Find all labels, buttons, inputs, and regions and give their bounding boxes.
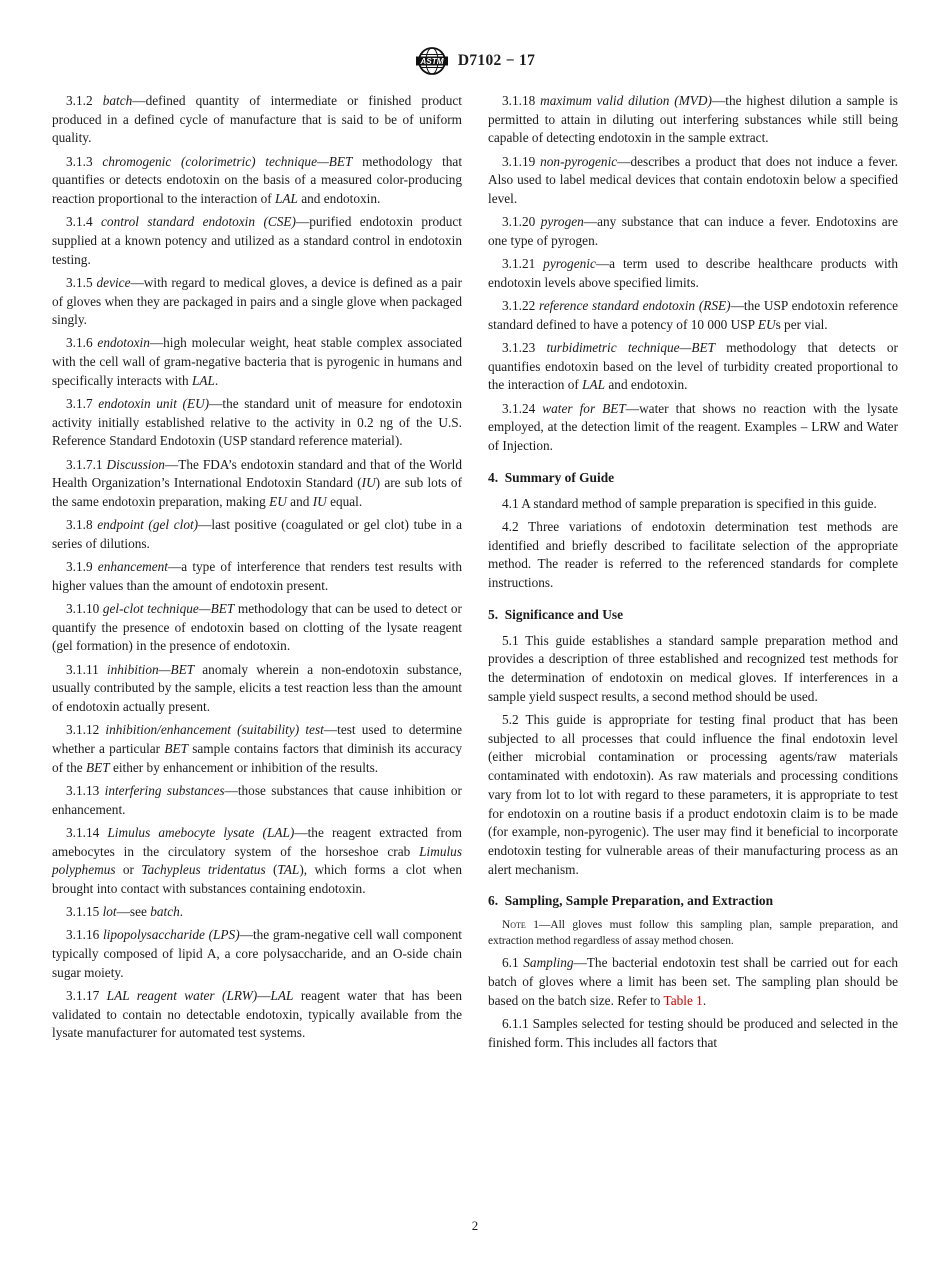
text-run: control standard endotoxin (CSE) (101, 214, 296, 230)
text-run: pyrogen (540, 214, 584, 230)
text-run: s per vial. (775, 316, 828, 332)
text-run: lipopolysaccharide (LPS) (102, 927, 240, 943)
text-run: LAL (270, 987, 294, 1003)
paragraph (52, 558, 462, 595)
text-run: 5.1 This guide establishes a standard sample preparation method and provides a description of three established and recognized test methods for the determination of endotoxin on medical gloves. If interferences in a sample yield suspect results, a second method should be used. (488, 632, 898, 704)
text-run: maximum valid dilution (MVD) (540, 93, 712, 108)
text-run: 3.1.3 (66, 153, 103, 169)
text-run: 3.1.18 (502, 93, 541, 108)
section-heading: 4. Summary of Guide (488, 469, 615, 485)
text-run: non-pyrogenic (540, 153, 618, 169)
text-run: endotoxin unit (EU) (98, 396, 210, 412)
document-header (0, 46, 950, 76)
text-run: —The FDA’s endotoxin standard and that of the World Health Organization’s International Endotoxin Standard ( (52, 456, 462, 491)
text-run: EU (757, 316, 776, 332)
text-run: water for BET (542, 400, 626, 416)
text-run: —see (116, 904, 151, 920)
text-run: —water that shows no reaction with the lysate employed, at the detection limit of the reagent. Examples – LRW and Water of Injection. (488, 400, 898, 453)
paragraph (488, 213, 898, 250)
text-run: 3.1.10 (66, 601, 103, 617)
paragraph (488, 339, 898, 395)
text-run: 3.1.8 (66, 517, 98, 533)
text-run: 4.2 Three variations of endotoxin determination test methods are identified and briefly described to facilitate selection of the appropriate method. The reader is referred to the referenced standards for complete instructions. (488, 518, 898, 590)
text-run: 3.1.13 (66, 782, 105, 798)
text-run: anomaly wherein a non-endotoxin substance, usually contributed by the sample, elicits a test reaction less than the amount of endotoxin actually present. (52, 661, 462, 715)
text-run: Limulus polyphemus (52, 843, 462, 878)
text-run: device (96, 274, 131, 290)
text-run: reagent water that has been validated to contain no detectable endotoxin, typically available from the lysate manufacturer for automated test systems. (52, 987, 462, 1041)
text-run: —high molecular weight, heat stable complex associated with the cell wall of gram-negative bacteria that is pyrogenic in humans and specifically interacts with (52, 335, 462, 388)
paragraph (488, 518, 898, 593)
text-run: 3.1.4 (66, 214, 102, 230)
text-run: 6.1 (502, 955, 524, 971)
text-run: —defined quantity of intermediate or finished product produced in a defined cycle of manufacture that is said to be of uniform quality. (52, 93, 462, 146)
section-heading: 6. Sampling, Sample Preparation, and Extraction (488, 893, 774, 909)
text-run: 3.1.9 (66, 559, 98, 575)
document-code: D7102 − 17 (457, 52, 536, 69)
paragraph (52, 903, 462, 922)
text-run: BET (164, 741, 188, 756)
paragraph (52, 987, 462, 1043)
text-run: enhancement (97, 559, 168, 575)
paragraph (488, 495, 898, 514)
text-run: —test used to determine whether a particular (52, 722, 462, 756)
text-run: 3.1.20 (502, 214, 541, 230)
text-run: —The bacterial endotoxin test shall be carried out for each batch of gloves where a limit has been set. The sampling plan should be based on the batch size. Refer to (488, 955, 899, 1008)
text-run: . (214, 372, 219, 388)
paragraph (52, 600, 462, 656)
paragraph (488, 92, 898, 148)
text-run: methodology that detects or quantifies endotoxin based on the level of turbidity created proportional to the interaction of (488, 339, 898, 393)
section-heading: 5. Significance and Use (488, 606, 624, 622)
text-run: . (179, 904, 184, 920)
paragraph (488, 954, 898, 1010)
text-run: —the gram-negative cell wall component typically composed of lipid A, a core polysaccharide, and an O-side chain sugar moiety. (52, 927, 462, 980)
paragraph (52, 274, 462, 330)
text-run: 3.1.23 (502, 339, 547, 355)
text-run: 3.1.7.1 (66, 456, 107, 472)
text-run: 3.1.17 (66, 987, 107, 1003)
text-run: 3.1.24 (502, 400, 543, 416)
text-run: 3.1.2 (66, 93, 103, 108)
text-run: —those substances that cause inhibition or enhancement. (52, 782, 462, 817)
page-number: 2 (471, 1218, 479, 1233)
paragraph (488, 711, 898, 879)
text-run: —the reagent extracted from amebocytes in the circulatory system of the horseshoe crab (52, 824, 462, 859)
paragraph (488, 400, 898, 456)
text-run: IU (312, 494, 327, 510)
text-run: 3.1.15 (66, 904, 103, 920)
text-run: and (286, 494, 313, 510)
text-run: methodology that quantifies or detects endotoxin on the basis of a measured color-producing reaction proportional to the interaction of (52, 153, 463, 207)
paragraph (52, 456, 462, 512)
text-run: 4.1 A standard method of sample preparation is specified in this guide. (502, 495, 877, 511)
paragraph (52, 661, 462, 717)
text-run: 3.1.22 (502, 298, 540, 314)
text-run: sample contains factors that diminish its accuracy of the (52, 741, 462, 775)
paragraph (52, 782, 462, 819)
text-run: gel-clot technique—BET (102, 601, 235, 617)
text-run: ) are sub lots of the same endotoxin preparation, making (52, 475, 462, 510)
text-run: IU (361, 475, 376, 491)
text-run: equal. (326, 494, 363, 510)
paragraph (52, 824, 462, 899)
text-run: inhibition—BET (106, 661, 195, 677)
paragraph (52, 395, 462, 451)
text-run: —a term used to describe healthcare products with endotoxin levels above specified limits. (488, 256, 898, 290)
text-run: EU (269, 494, 287, 510)
note-paragraph (488, 918, 898, 950)
text-run: Limulus amebocyte lysate (LAL) (107, 824, 295, 840)
text-run: or (115, 862, 142, 878)
text-run: —the USP endotoxin reference standard defined to have a potency of 10 000 USP (488, 298, 898, 332)
text-run: and endotoxin. (297, 191, 381, 207)
text-run: —purified endotoxin product supplied at a known potency and utilized as a standard control in endotoxin testing. (52, 214, 462, 267)
paragraph (52, 516, 462, 553)
text-run: . (702, 992, 707, 1008)
text-run: pyrogenic (543, 256, 596, 272)
text-run: ( (265, 862, 278, 878)
text-run: chromogenic (colorimetric) technique—BET (102, 153, 353, 169)
text-run: —any substance that can induce a fever. Endotoxins are one type of pyrogen. (488, 214, 898, 248)
text-run: —last positive (coagulated or gel clot) tube in a series of dilutions. (52, 517, 462, 551)
text-run: endpoint (gel clot) (97, 517, 199, 533)
text-run: 3.1.7 (66, 396, 99, 412)
text-run: Note (502, 919, 526, 932)
text-run: inhibition/enhancement (suitability) test (105, 722, 324, 738)
text-run: BET (85, 759, 110, 775)
text-run: 5.2 This guide is appropriate for testing final product that has been subjected to all processes that could influence the final endotoxin level (either microbial contamination or processing agents/raw materials contaminated with endotoxin). As raw materials and processing conditions vary from lot to lot with regard to these parameters, it is appropriate to test for endotoxin on a routine basis if a product endotoxin claim is to be made (for example, non-pyrogenic). The user may find it beneficial to incorporate endotoxin testing for vulnerable areas of their manufacturing process as an alert mechanism. (488, 711, 898, 877)
text-run: either by enhancement or inhibition of the results. (109, 759, 379, 775)
text-run: LAL (582, 377, 606, 393)
paragraph (52, 721, 462, 777)
text-run: lot (102, 904, 117, 920)
text-run: 3.1.5 (66, 274, 97, 290)
text-run: Discussion (106, 456, 165, 472)
text-run: interfering substances (104, 782, 225, 798)
text-run: LAL reagent water (LRW) (106, 987, 258, 1003)
paragraph (488, 632, 898, 707)
text-run: LAL (275, 191, 298, 207)
text-run: LAL (191, 372, 215, 388)
document-footer (0, 1218, 950, 1234)
paragraph (52, 213, 462, 269)
text-run: —with regard to medical gloves, a device is defined as a pair of gloves when they are packaged in pairs and a single glove when packaged singly. (52, 274, 463, 328)
text-run: and endotoxin. (605, 377, 688, 393)
text-run: endotoxin (97, 335, 150, 351)
paragraph (52, 926, 462, 982)
paragraph (52, 153, 462, 209)
paragraph (52, 92, 462, 148)
text-run: — (257, 987, 271, 1003)
text-run: —the standard unit of measure for endotoxin activity initially established relative to the activity in 0.2 ng of the U.S. Reference Standard Endotoxin (USP standard reference material). (52, 396, 463, 449)
text-run: —the highest dilution a sample is permitted to attain in diluting out interfering substances while still being capable of detecting endotoxin in the sample extract. (488, 93, 898, 146)
paragraph (488, 255, 898, 292)
text-run: turbidimetric technique—BET (546, 339, 716, 355)
text-run: reference standard endotoxin (RSE) (539, 298, 731, 314)
right-column (488, 92, 898, 1057)
text-run: 3.1.11 (66, 661, 107, 677)
text-run: Sampling (523, 955, 574, 971)
text-run: 1—All gloves must follow this sampling plan, sample preparation, and extraction method regardless of assay method chosen. (488, 919, 898, 948)
astm-logo-text: ASTM (420, 56, 444, 66)
text-run: 6.1.1 Samples selected for testing should be produced and selected in the finished form. This includes all factors that (488, 1016, 898, 1050)
paragraph (488, 297, 898, 334)
paragraph (52, 334, 462, 390)
text-run: methodology that can be used to detect or quantify the presence of endotoxin based on clotting of the lysate reagent (gel formation) in the presence of endotoxin. (52, 601, 462, 654)
text-run: TAL (277, 862, 300, 878)
text-run: 3.1.21 (502, 256, 544, 272)
text-run: ), which forms a clot when brought into contact with substances containing endotoxin. (52, 862, 462, 896)
text-run: 3.1.19 (502, 153, 541, 169)
left-column (52, 92, 462, 1057)
text-run: —describes a product that does not induce a fever. Also used to label medical devices that contain endotoxin below a specified level. (488, 153, 898, 207)
paragraph (488, 1015, 898, 1052)
table-1-link[interactable]: Table 1 (663, 992, 703, 1008)
text-run: 3.1.16 (66, 927, 103, 943)
text-run: batch (102, 93, 133, 108)
text-run: Tachypleus tridentatus (141, 862, 266, 878)
text-run: 3.1.14 (66, 824, 108, 840)
astm-logo-icon (415, 46, 449, 76)
text-run: 3.1.6 (66, 335, 98, 351)
text-run: batch (150, 904, 180, 920)
paragraph (488, 153, 898, 209)
document-body (52, 92, 898, 1057)
text-run: —a type of interference that renders test results with higher values than the amount of endotoxin present. (52, 559, 463, 593)
text-run: 3.1.12 (66, 722, 106, 738)
